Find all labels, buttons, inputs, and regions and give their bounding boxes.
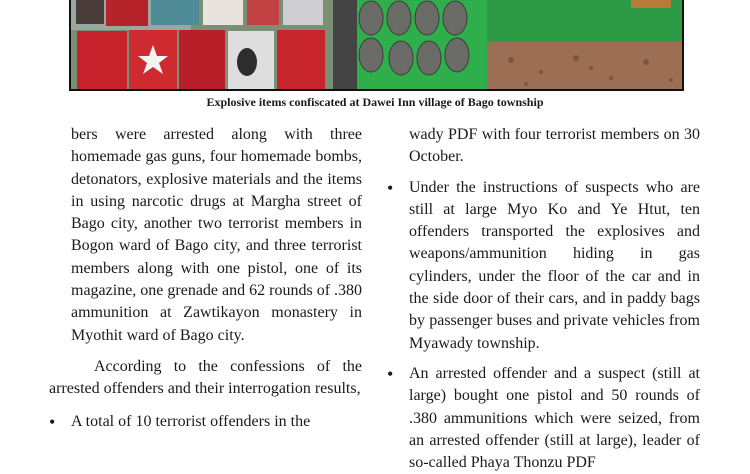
list-item: • A total of 10 terrorist offenders in the	[49, 411, 362, 433]
left-continuation-text: bers were arrested along with three homemade gas guns, four homemade bombs, detonators, explosive materials and the items in using narcotic drugs at Margha street of Bago city, another two terrorist members in Bogon ward of Bago city, and three terrorist members along with one pistol, one of its magazine, one grenade and 62 rounds of .380 ammunition at Zawtikayon monastery in Myothit ward of Bago city.	[71, 126, 363, 344]
left-column	[49, 124, 362, 433]
right-continuation-text: wady PDF with four terrorist members on 30 October.	[409, 126, 700, 166]
right-column	[387, 124, 700, 474]
list-item: • Under the instructions of suspects who are still at large Myo Ko and Ye Htut, ten offenders transported the explosives and weapons/ammunition hiding in gas cylinders, under the floor of the car and in the side door of their cars, and in paddy bags by passenger buses and private vehicles from Myawady township.	[387, 177, 700, 355]
list-item: • An arrested offender and a suspect (still at large) bought one pistol and 50 rounds of .380 ammunitions which were seized, from an arrested offender (still at large), leader of so-called Phaya Thonzu PDF	[387, 363, 700, 474]
confessions-paragraph: According to the confessions of the arrested offenders and their interrogation results,	[49, 357, 362, 398]
right-bullet-list	[387, 177, 700, 474]
figure-caption: Explosive items confiscated at Dawei Inn village of Bago township	[206, 95, 544, 109]
photo-illustration	[71, 0, 684, 91]
confiscated-items-photo	[69, 0, 684, 91]
left-bullet-list	[49, 411, 362, 433]
